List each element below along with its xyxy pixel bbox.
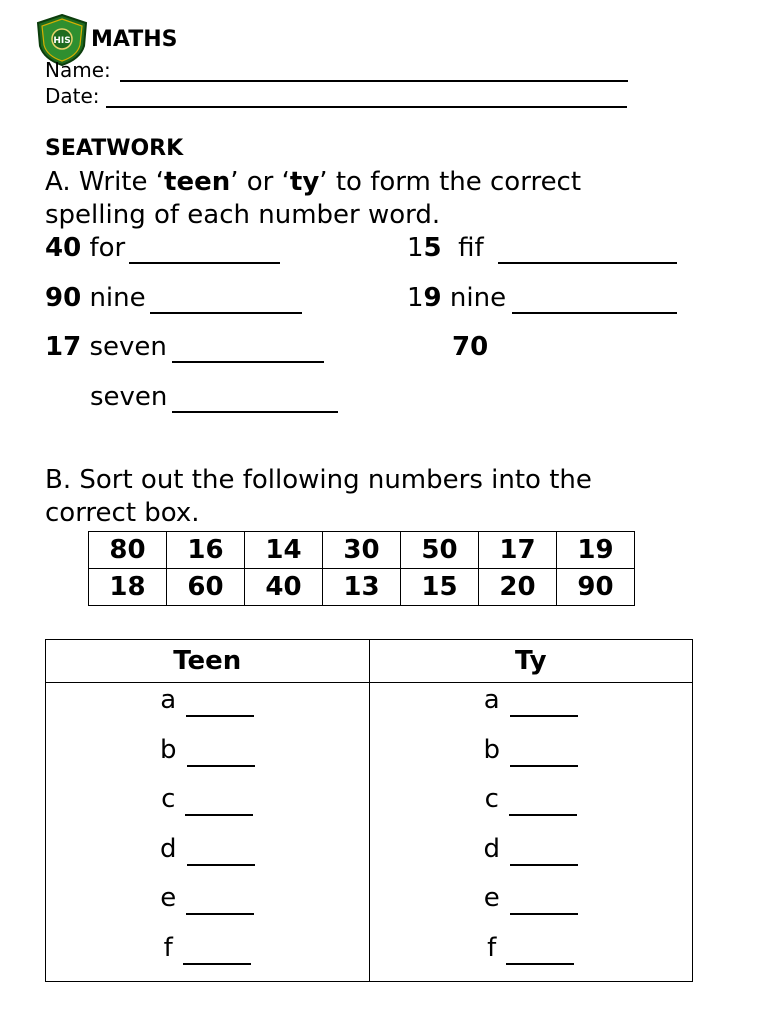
number-cell: 80 — [89, 532, 167, 569]
teen-slot-a: a — [46, 683, 369, 733]
ty-slot-e: e — [370, 881, 693, 931]
ty-slot-f: f — [370, 931, 693, 981]
numbers-table — [88, 531, 635, 606]
ty-column-header: Ty — [369, 640, 693, 683]
answer-blank[interactable] — [186, 883, 254, 915]
number-cell: 14 — [245, 532, 323, 569]
logo-text: HIS — [53, 36, 71, 46]
teen-slot-c: c — [46, 782, 369, 832]
answer-blank[interactable] — [185, 784, 253, 816]
answer-blank[interactable] — [183, 933, 251, 965]
teen-column — [46, 683, 370, 982]
teen-slot-e: e — [46, 881, 369, 931]
teen-column-header: Teen — [46, 640, 370, 683]
answer-blank-15[interactable] — [498, 262, 677, 264]
number-cell: 18 — [89, 569, 167, 606]
teen-slot-b: b — [46, 733, 369, 783]
answer-blank[interactable] — [510, 883, 578, 915]
answer-blank[interactable] — [187, 735, 255, 767]
answer-blank[interactable] — [186, 685, 254, 717]
answer-blank[interactable] — [509, 784, 577, 816]
answer-blank-17[interactable] — [172, 361, 324, 363]
answer-blank[interactable] — [510, 834, 578, 866]
number-cell: 40 — [245, 569, 323, 606]
answer-blank-19[interactable] — [512, 312, 677, 314]
answer-blank-70[interactable] — [172, 411, 338, 413]
date-label: Date: — [45, 84, 100, 108]
section-a-instruction-line2: spelling of each number word. — [45, 200, 441, 230]
number-cell: 30 — [323, 532, 401, 569]
numbers-row — [89, 532, 635, 569]
ty-slot-c: c — [370, 782, 693, 832]
number-cell: 15 — [401, 569, 479, 606]
section-a-instruction: A. Write ‘teen’ or ‘ty’ to form the correct — [45, 167, 582, 197]
name-label: Name: — [45, 58, 111, 82]
numbers-row — [89, 569, 635, 606]
section-b-instruction: B. Sort out the following numbers into the — [45, 465, 592, 495]
item-15: 15 fif — [407, 233, 484, 263]
item-40: 40 for — [45, 233, 126, 263]
ty-slot-d: d — [370, 832, 693, 882]
teen-slot-f: f — [46, 931, 369, 981]
ty-column — [369, 683, 693, 982]
name-field-line[interactable] — [120, 80, 628, 82]
item-90: 90 nine — [45, 283, 146, 313]
section-b-instruction-line2: correct box. — [45, 498, 200, 528]
number-cell: 19 — [557, 532, 635, 569]
ty-slot-a: a — [370, 683, 693, 733]
answer-blank[interactable] — [187, 834, 255, 866]
item-17: 17 seven — [45, 332, 167, 362]
answer-blank[interactable] — [510, 735, 578, 767]
number-cell: 50 — [401, 532, 479, 569]
number-cell: 60 — [167, 569, 245, 606]
seatwork-heading: SEATWORK — [45, 136, 184, 161]
date-field-line[interactable] — [106, 106, 627, 108]
number-cell: 20 — [479, 569, 557, 606]
number-cell: 16 — [167, 532, 245, 569]
answer-blank-90[interactable] — [150, 312, 302, 314]
number-cell: 17 — [479, 532, 557, 569]
teen-slot-d: d — [46, 832, 369, 882]
item-70-number: 70 — [452, 332, 489, 362]
answer-blank-40[interactable] — [129, 262, 280, 264]
number-cell: 90 — [557, 569, 635, 606]
answer-blank[interactable] — [506, 933, 574, 965]
ty-slot-b: b — [370, 733, 693, 783]
sorting-table — [45, 639, 693, 982]
item-19: 19 nine — [407, 283, 507, 313]
answer-blank[interactable] — [510, 685, 578, 717]
number-cell: 13 — [323, 569, 401, 606]
subject-title: MATHS — [91, 27, 178, 52]
item-70-word: seven — [90, 382, 168, 412]
